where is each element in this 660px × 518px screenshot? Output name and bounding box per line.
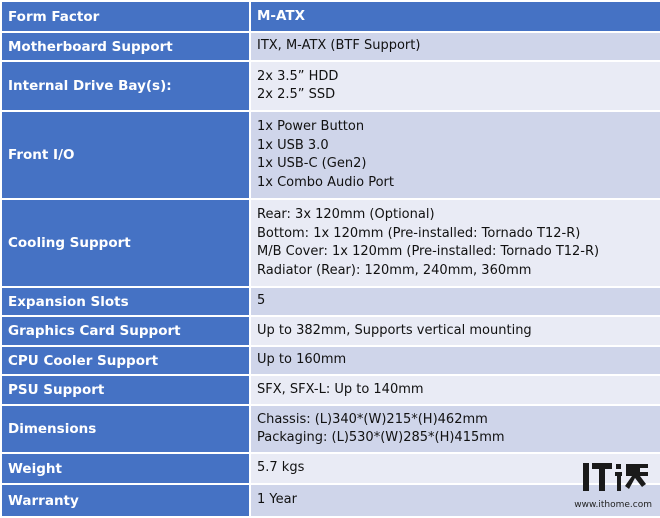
spec-row-warranty [1,484,660,517]
spec-label: Front I/O [1,111,250,199]
spec-row-graphics-card-support [1,316,660,346]
spec-value-line: 1x USB-C (Gen2) [257,155,654,174]
spec-row-expansion-slots [1,287,660,316]
ithome-watermark [582,458,652,510]
spec-value [250,375,660,405]
spec-row-internal-drive-bays [1,61,660,111]
spec-value-line: Radiator (Rear): 120mm, 240mm, 360mm [257,262,654,281]
ithome-logo-icon [582,458,652,496]
spec-value [250,346,660,375]
spec-value-line: Packaging: (L)530*(W)285*(H)415mm [257,429,654,448]
spec-value [250,111,660,199]
spec-label: Internal Drive Bay(s): [1,61,250,111]
spec-value-line: Chassis: (L)340*(W)215*(H)462mm [257,411,654,430]
spec-row-cpu-cooler-support [1,346,660,375]
spec-label: CPU Cooler Support [1,346,250,375]
spec-value-line: Up to 160mm [257,351,654,370]
spec-label: Form Factor [1,1,250,32]
watermark-site-url: www.ithome.com [574,500,652,510]
spec-value [250,32,660,61]
spec-value-line: 2x 3.5” HDD [257,68,654,87]
spec-label: Motherboard Support [1,32,250,61]
spec-label: PSU Support [1,375,250,405]
spec-row-motherboard-support [1,32,660,61]
spec-value-line: ITX, M-ATX (BTF Support) [257,37,654,56]
spec-value-line: 1x Combo Audio Port [257,174,654,193]
spec-value-line: 5.7 kgs [257,459,654,478]
spec-value [250,61,660,111]
spec-value [250,316,660,346]
spec-value-line: M/B Cover: 1x 120mm (Pre-installed: Tornado T12-R) [257,243,654,262]
spec-value-line: 1x USB 3.0 [257,137,654,156]
spec-label: Warranty [1,484,250,517]
spec-row-dimensions [1,405,660,453]
spec-value-line: Up to 382mm, Supports vertical mounting [257,322,654,341]
spec-label: Graphics Card Support [1,316,250,346]
spec-value [250,405,660,453]
spec-row-cooling-support [1,199,660,287]
spec-value-line: 1 Year [257,491,654,510]
spec-label: Expansion Slots [1,287,250,316]
spec-value-line: Rear: 3x 120mm (Optional) [257,206,654,225]
spec-value [250,1,660,32]
spec-label: Weight [1,453,250,484]
spec-label: Dimensions [1,405,250,453]
spec-row-front-io [1,111,660,199]
spec-value-line: SFX, SFX-L: Up to 140mm [257,381,654,400]
spec-value [250,199,660,287]
spec-label: Cooling Support [1,199,250,287]
spec-value [250,287,660,316]
spec-row-form-factor [1,1,660,32]
spec-row-weight [1,453,660,484]
spec-value-line: M-ATX [257,7,654,26]
spec-value-line: Bottom: 1x 120mm (Pre-installed: Tornado T12-R) [257,225,654,244]
spec-value-line: 5 [257,292,654,311]
spec-value-line: 1x Power Button [257,118,654,137]
spec-value-line: 2x 2.5” SSD [257,86,654,105]
spec-row-psu-support [1,375,660,405]
